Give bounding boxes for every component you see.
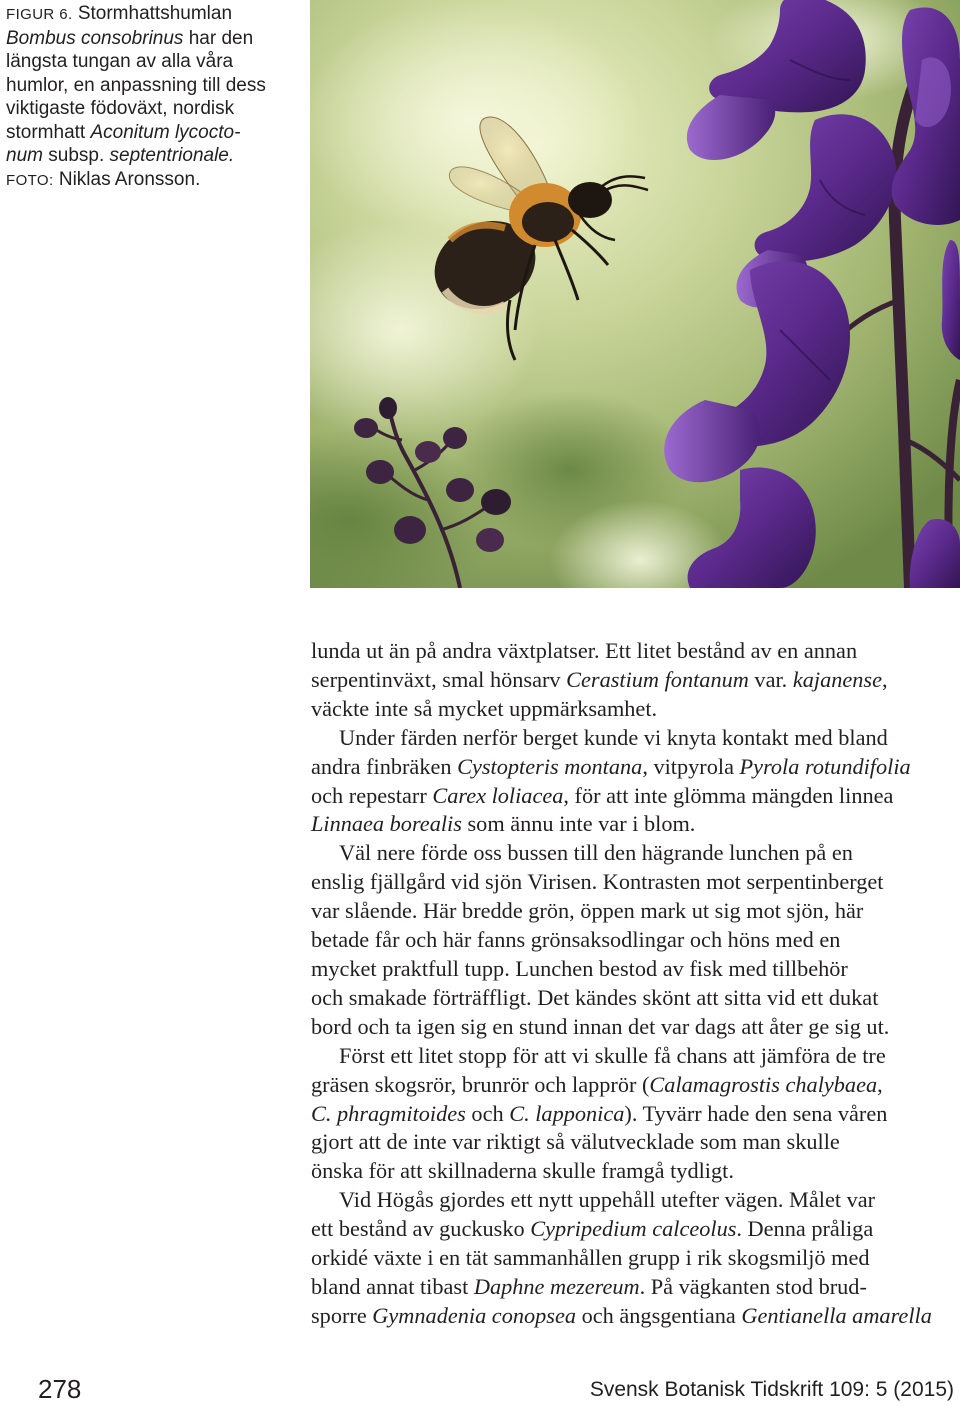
photo-credit: Niklas Aronsson. <box>53 168 201 190</box>
journal-reference: Svensk Botanisk Tidskrift 109: 5 (2015) <box>589 1378 954 1401</box>
paragraph <box>311 724 960 840</box>
caption-line <box>6 144 302 168</box>
caption-species: Bombus consobrinus <box>6 27 184 49</box>
caption-text: subsp. <box>42 145 110 166</box>
caption-text: har den <box>183 27 254 49</box>
photo-credit-label: FOTO: <box>6 171 54 189</box>
page-number: 278 <box>38 1374 82 1404</box>
caption-line <box>6 2 302 27</box>
article-body <box>311 637 960 1331</box>
text-line: serpentinväxt, smal hönsarv Cerastium fontanum var. kajanense, <box>311 666 888 692</box>
paragraph <box>311 637 960 724</box>
text-line: betade får och här fanns grönsaksodlingar och höns med en <box>311 927 841 953</box>
caption-line: humlor, en anpassning till dess <box>6 74 266 96</box>
text-line: mycket praktfull tupp. Lunchen bestod av fisk med tillbehör <box>311 955 848 981</box>
text-line: var slående. Här bredde grön, öppen mark ut sig mot sjön, här <box>311 898 864 924</box>
paragraph <box>311 1042 960 1187</box>
text-line: och repestarr Carex loliacea, för att inte glömma mängden linnea <box>311 782 894 808</box>
caption-species: Aconitum lycocto- <box>90 121 241 143</box>
text-line: önska för att skillnaderna skulle framgå tydligt. <box>311 1158 734 1184</box>
caption-species: septentrionale. <box>109 145 235 166</box>
text-line: C. phragmitoides och C. lapponica). Tyvärr hade den sena våren <box>311 1100 888 1126</box>
text-line: Linnaea borealis som ännu inte var i blom. <box>311 811 696 837</box>
figure-label: FIGUR 6. <box>6 6 73 23</box>
caption-line: viktigaste födoväxt, nordisk <box>6 98 235 119</box>
text-line: andra finbräken Cystopteris montana, vitpyrola Pyrola rotundifolia <box>311 753 911 779</box>
text-line: Under färden nerför berget kunde vi knyta kontakt med bland <box>339 724 888 750</box>
text-line: bland annat tibast Daphne mezereum. På vägkanten stod brud- <box>311 1273 867 1299</box>
caption-species: num <box>6 145 43 166</box>
text-line: enslig fjällgård vid sjön Virisen. Kontrasten mot serpentinberget <box>311 869 884 895</box>
bumblebee-photo <box>310 0 960 588</box>
caption-line <box>6 121 302 145</box>
caption-title: Stormhattshumlan <box>77 3 233 24</box>
text-line: gräsen skogsrör, brunrör och lapprör (Calamagrostis chalybaea, <box>311 1071 883 1097</box>
text-line: ett bestånd av guckusko Cypripedium calceolus. Denna pråliga <box>311 1216 874 1242</box>
text-line: orkidé växte i en tät sammanhållen grupp i rik skogsmiljö med <box>311 1245 870 1271</box>
text-line: väckte inte så mycket uppmärksamhet. <box>311 695 658 721</box>
caption-line: längsta tungan av alla våra <box>6 51 234 72</box>
figure-caption <box>6 2 302 192</box>
caption-line <box>6 168 302 193</box>
text-line: sporre Gymnadenia conopsea och ängsgentiana Gentianella amarella <box>311 1302 932 1328</box>
text-line: Först ett litet stopp för att vi skulle få chans att jämföra de tre <box>339 1042 886 1068</box>
text-line: Väl nere förde oss bussen till den hägrande lunchen på en <box>339 840 853 866</box>
text-line: och smakade förträffligt. Det kändes skönt att sitta vid ett dukat <box>311 984 879 1010</box>
caption-line <box>6 27 302 51</box>
caption-text: stormhatt <box>6 121 91 143</box>
text-line: bord och ta igen sig en stund innan det var dags att åter ge sig ut. <box>311 1013 890 1039</box>
text-line: Vid Högås gjordes ett nytt uppehåll utefter vägen. Målet var <box>339 1187 876 1213</box>
paragraph <box>311 1186 960 1331</box>
paragraph <box>311 839 960 1041</box>
text-line: gjort att de inte var riktigt så välutvecklade som man skulle <box>311 1129 840 1155</box>
text-line: lunda ut än på andra växtplatser. Ett litet bestånd av en annan <box>311 638 858 663</box>
